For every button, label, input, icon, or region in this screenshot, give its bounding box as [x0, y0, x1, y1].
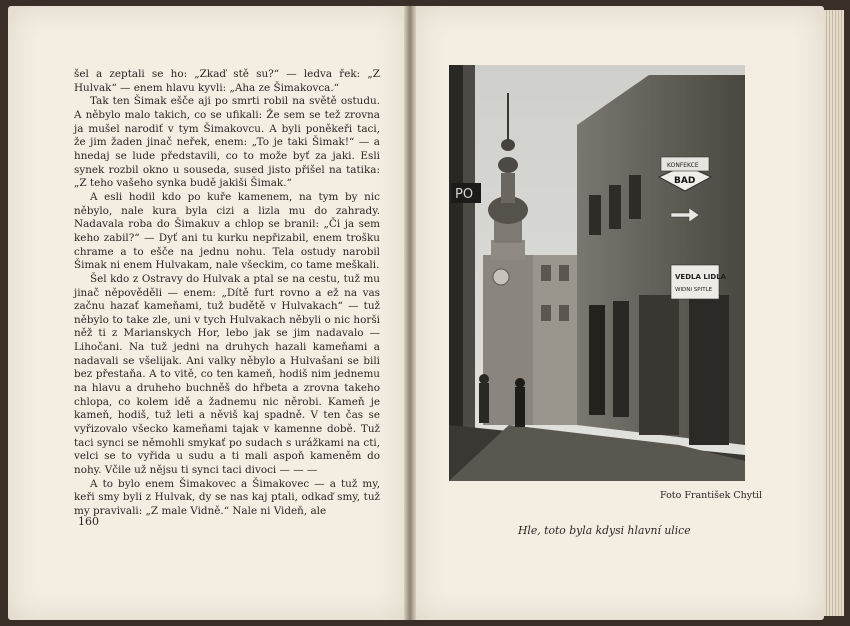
photo-caption: Hle, toto byla kdysi hlavní ulice	[518, 524, 691, 537]
paragraph: šel a zeptali se ho: „Zkaď stě su?“ — ledva řek: „Z Hulvak“ — enem hlavu kyvli: „Aha ze Šimakovca.“	[74, 68, 380, 94]
photo-credit: Foto František Chytil	[660, 490, 763, 501]
page-edges	[824, 10, 844, 616]
paragraph: Šel kdo z Ostravy do Hulvak a ptal se na cestu, tuž mu jinač něpověděli — enem: „Dítě furt rovno a ež na vas začnu hazať kameňami, tuž budětě v Hulvakach“ — tuž něbylo to take zle, uni v tych Hulvakach něbyli o nic horši něž ti z Marianskych Hor, lebo jak se jim nadavalo — Lihočani. Na tuž jedni na druhych hazali kameňami a nadavali se všelijak. Ani valky něbylo a Hulvašani se bili bez přestaňa. A to vitě, co ten kameň, hodiš nim jednemu na hlavu a druheho buchněš do hřbeta a zrovna takeho chlopa, co kolem idě a žadnemu nic něrobi. Kameň je kameň, hodiš, tuž leti a něviš kaj spadně. V ten čas se vyřizovalo všecko kameňami tajak v kamenne době. Tuž taci synci se němohli smykať po sudach s urážkami na cti, velci se to vyřida u sudu a ti mali aspoň kameněm do nohy. Včile už nějsu ti synci taci divoci — — —	[74, 272, 380, 477]
body-text	[74, 68, 380, 519]
page-number: 160	[78, 515, 99, 528]
book-gutter	[404, 6, 416, 620]
paragraph: A to bylo enem Šimakovec a Šimakovec — a tuž my, keři smy byli z Hulvak, dy se nas kaj ptali, odkaď smy, tuž my pravivali: „Z male Vidně.“ Nale ni Videň, ale	[74, 477, 380, 517]
paragraph: A esli hodil kdo po kuře kamenem, na tym by nic něbylo, nale kura byla cizi a lizla mu do zahrady. Nadavala roba do Šimakuv a chlop se branil: „Či ja sem keho zabil?“ — Dyť ani tu kurku nepřizabil, enem trošku chrame a to ešče na jednu nohu. Tela ostudy narobil Šimak ni enem Hulvakam, nale všeckim, co tame meškali.	[74, 190, 380, 272]
street-photo	[449, 65, 745, 481]
sign-konfekce: KONFEKCE	[667, 162, 699, 169]
sign-vedla-lidla: VEDLA LIDLA	[675, 273, 727, 281]
sign-bad: BAD	[674, 176, 696, 186]
sign-widni-spitle: WIDNI SPITLE	[675, 287, 713, 293]
paragraph: Tak ten Šimak ešče aji po smrti robil na světě ostudu. A něbylo malo takich, co se ufikali: Že sem se tež zrovna ja mušel narodiť v tym Šimakovcu. A byli poněkeři taci, že jim žaden jinač neřek, enem: „To je taki Šimak!“ — a hnedaj se lude představili, co to može byť za jaki. Esli synek rozbil okno u souseda, sused jisto přišel na tatika: „Z teho vašeho synka budě jakiši Šimak.“	[74, 95, 380, 190]
sign-po: PO	[455, 187, 474, 202]
street-photo-image	[449, 65, 745, 481]
